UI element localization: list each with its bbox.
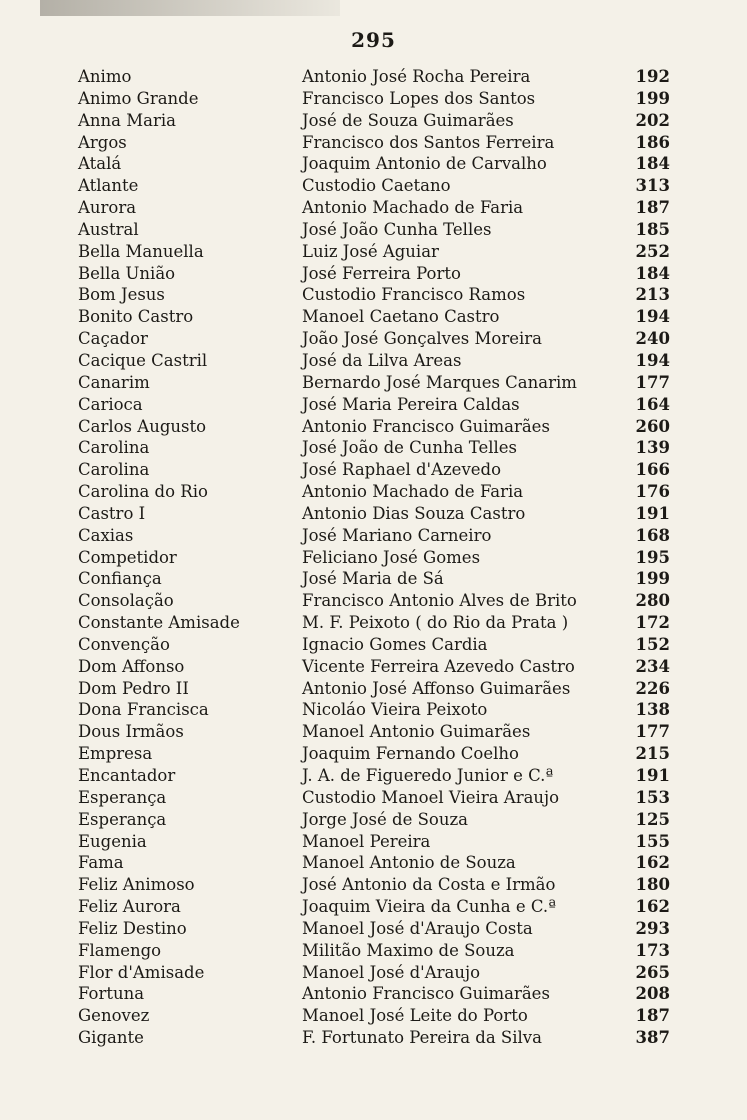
owner-name: M. F. Peixoto ( do Rio da Prata ) (302, 613, 569, 633)
ledger-row (0, 284, 747, 306)
owner-name: Custodio Francisco Ramos (302, 285, 526, 305)
ship-name: Feliz Destino (78, 918, 187, 938)
ledger-row (0, 241, 747, 263)
ship-name: Carlos Augusto (78, 416, 207, 436)
owner-name: Bernardo José Marques Canarim (302, 372, 577, 392)
tonnage-number: 176 (635, 482, 670, 502)
owner-name: Manoel José Leite do Porto (302, 1006, 528, 1026)
tonnage-number: 194 (635, 307, 670, 327)
tonnage-number: 313 (635, 176, 670, 196)
ship-name: Canarim (78, 372, 150, 392)
tonnage-number: 166 (635, 460, 670, 480)
tonnage-number: 180 (635, 875, 670, 895)
ledger-row (0, 765, 747, 787)
ship-name: Bella Manuella (78, 241, 204, 261)
owner-name: José Ferreira Porto (302, 263, 461, 283)
ledger-row (0, 306, 747, 328)
owner-name: Antonio Machado de Faria (302, 482, 524, 502)
ledger-row (0, 962, 747, 984)
ledger-row (0, 918, 747, 940)
ledger-row (0, 437, 747, 459)
page-number: 295 (351, 28, 396, 52)
tonnage-number: 234 (635, 656, 670, 676)
tonnage-number: 208 (635, 984, 670, 1004)
ship-name: Eugenia (78, 831, 147, 851)
tonnage-number: 173 (635, 940, 670, 960)
ledger-row (0, 481, 747, 503)
ledger-row (0, 394, 747, 416)
owner-name: Jorge José de Souza (302, 809, 468, 829)
ship-name: Fama (78, 853, 124, 873)
tonnage-number: 191 (635, 503, 670, 523)
ledger-row (0, 459, 747, 481)
owner-name: José João de Cunha Telles (302, 438, 518, 458)
owner-name: Custodio Caetano (302, 176, 451, 196)
ship-name: Fortuna (78, 984, 145, 1004)
ledger-row (0, 699, 747, 721)
owner-name: Manoel Antonio de Souza (302, 853, 516, 873)
ship-name: Empresa (78, 744, 153, 764)
ship-name: Carioca (78, 394, 143, 414)
tonnage-number: 162 (635, 853, 670, 873)
tonnage-number: 265 (635, 962, 670, 982)
ship-name: Aurora (78, 198, 137, 218)
owner-name: João José Gonçalves Moreira (302, 329, 542, 349)
owner-name: José João Cunha Telles (302, 219, 492, 239)
ship-name: Convenção (78, 634, 170, 654)
tonnage-number: 293 (635, 918, 670, 938)
ledger-row (0, 1005, 747, 1027)
ledger-row (0, 787, 747, 809)
ship-name: Flamengo (78, 940, 162, 960)
owner-name: José Raphael d'Azevedo (302, 460, 502, 480)
ship-name: Austral (78, 219, 139, 239)
ship-name: Encantador (78, 766, 176, 785)
tonnage-number: 226 (635, 678, 670, 698)
ledger-row (0, 66, 747, 88)
ledger-row (0, 503, 747, 525)
ship-name: Carolina (78, 460, 150, 480)
ship-name: Bonito Castro (78, 307, 194, 327)
owner-name: Manoel Pereira (302, 831, 431, 851)
owner-name: Manoel José d'Araujo Costa (302, 918, 533, 938)
tonnage-number: 194 (635, 350, 670, 370)
tonnage-number: 195 (635, 547, 670, 567)
tonnage-number: 168 (635, 525, 670, 545)
ship-name: Caçador (78, 329, 148, 349)
ledger-row (0, 110, 747, 132)
ledger-row (0, 940, 747, 962)
ship-name: Castro I (78, 503, 146, 523)
tonnage-number: 185 (635, 219, 670, 239)
owner-name: Antonio Francisco Guimarães (302, 984, 550, 1004)
tonnage-number: 252 (635, 241, 670, 261)
owner-name: José Maria de Sá (302, 569, 444, 589)
ledger-row (0, 372, 747, 394)
tonnage-number: 187 (635, 1006, 670, 1026)
owner-name: Manoel Caetano Castro (302, 307, 500, 327)
ledger-row (0, 350, 747, 372)
owner-name: Francisco Antonio Alves de Brito (302, 591, 577, 611)
owner-name: Antonio Francisco Guimarães (302, 416, 550, 436)
tonnage-number: 260 (635, 416, 670, 436)
ledger-row (0, 197, 747, 219)
tonnage-number: 152 (635, 634, 670, 654)
owner-name: Francisco Lopes dos Santos (302, 88, 536, 108)
ledger-row (0, 896, 747, 918)
tonnage-number: 155 (635, 831, 670, 851)
owner-name: Manoel José d'Araujo (302, 962, 481, 982)
ship-name: Esperança (78, 787, 167, 807)
owner-name: Luiz José Aguiar (302, 241, 439, 261)
owner-name: Joaquim Vieira da Cunha e C.ª (302, 897, 557, 917)
tonnage-number: 213 (635, 285, 670, 305)
ship-name: Dous Irmãos (78, 722, 184, 742)
owner-name: Ignacio Gomes Cardia (302, 634, 488, 654)
tonnage-number: 191 (635, 766, 670, 785)
tonnage-number: 202 (635, 110, 670, 130)
tonnage-number: 184 (635, 263, 670, 283)
ship-name: Carolina do Rio (78, 482, 208, 502)
tonnage-number: 387 (635, 1028, 670, 1048)
ledger-row (0, 219, 747, 241)
owner-name: Antonio Machado de Faria (302, 198, 524, 218)
ship-name: Genovez (78, 1006, 150, 1026)
ship-name: Flor d'Amisade (78, 962, 205, 982)
ledger-row (0, 634, 747, 656)
owner-name: Manoel Antonio Guimarães (302, 722, 531, 742)
owner-name: José Antonio da Costa e Irmão (302, 875, 556, 895)
ledger-row (0, 983, 747, 1005)
tonnage-number: 162 (635, 897, 670, 917)
tonnage-number: 138 (635, 700, 670, 720)
ship-name: Gigante (78, 1028, 144, 1048)
tonnage-number: 199 (635, 569, 670, 589)
owner-name: Feliciano José Gomes (302, 547, 481, 567)
owner-name: José da Lilva Areas (302, 350, 462, 370)
owner-name: Joaquim Fernando Coelho (302, 744, 519, 764)
ship-name: Animo (78, 67, 132, 86)
ship-name: Competidor (78, 547, 177, 567)
ledger-row (0, 568, 747, 590)
owner-name: Antonio Dias Souza Castro (302, 503, 526, 523)
tonnage-number: 240 (635, 329, 670, 349)
ledger-row (0, 525, 747, 547)
owner-name: Antonio José Rocha Pereira (302, 67, 531, 86)
owner-name: F. Fortunato Pereira da Silva (302, 1028, 542, 1048)
ship-name: Confiança (78, 569, 162, 589)
tonnage-number: 186 (635, 132, 670, 152)
owner-name: Militão Maximo de Souza (302, 940, 515, 960)
ledger-row (0, 831, 747, 853)
ship-name: Atalá (78, 154, 122, 174)
ledger-row (0, 874, 747, 896)
ledger-row (0, 328, 747, 350)
tonnage-number: 125 (635, 809, 670, 829)
ship-name: Argos (78, 132, 127, 152)
ship-name: Feliz Aurora (78, 897, 181, 917)
ledger-row (0, 1027, 747, 1049)
tonnage-number: 153 (635, 787, 670, 807)
ledger-row (0, 852, 747, 874)
owner-name: Vicente Ferreira Azevedo Castro (302, 656, 575, 676)
owner-name: José Maria Pereira Caldas (302, 394, 520, 414)
ledger-row (0, 547, 747, 569)
ship-name: Bom Jesus (78, 285, 165, 305)
owner-name: Francisco dos Santos Ferreira (302, 132, 555, 152)
tonnage-number: 177 (635, 372, 670, 392)
tonnage-number: 280 (635, 591, 670, 611)
ledger-row (0, 678, 747, 700)
tonnage-number: 184 (635, 154, 670, 174)
ship-name: Constante Amisade (78, 613, 240, 633)
tonnage-number: 199 (635, 88, 670, 108)
owner-name: José de Souza Guimarães (302, 110, 514, 130)
ship-name: Dona Francisca (78, 700, 209, 720)
ship-name: Consolação (78, 591, 174, 611)
ship-owner-ledger (0, 66, 747, 1049)
tonnage-number: 215 (635, 744, 670, 764)
ledger-row (0, 88, 747, 110)
tonnage-number: 139 (635, 438, 670, 458)
ledger-row (0, 721, 747, 743)
ship-name: Animo Grande (78, 88, 199, 108)
ledger-row (0, 590, 747, 612)
ledger-row (0, 153, 747, 175)
tonnage-number: 192 (635, 67, 670, 86)
ledger-row (0, 263, 747, 285)
tonnage-number: 177 (635, 722, 670, 742)
ship-name: Feliz Animoso (78, 875, 195, 895)
ledger-row (0, 175, 747, 197)
ship-name: Anna Maria (78, 110, 176, 130)
ship-name: Carolina (78, 438, 150, 458)
ship-name: Atlante (78, 176, 139, 196)
tonnage-number: 172 (635, 613, 670, 633)
owner-name: Antonio José Affonso Guimarães (302, 678, 571, 698)
ledger-row (0, 612, 747, 634)
ship-name: Caxias (78, 525, 134, 545)
ledger-row (0, 132, 747, 154)
ship-name: Dom Pedro II (78, 678, 189, 698)
tonnage-number: 187 (635, 198, 670, 218)
ledger-row (0, 656, 747, 678)
ship-name: Esperança (78, 809, 167, 829)
ship-name: Bella União (78, 263, 176, 283)
owner-name: Joaquim Antonio de Carvalho (302, 154, 547, 174)
ship-name: Cacique Castril (78, 350, 208, 370)
ledger-row (0, 743, 747, 765)
owner-name: José Mariano Carneiro (302, 525, 492, 545)
owner-name: Nicoláo Vieira Peixoto (302, 700, 488, 720)
ledger-row (0, 809, 747, 831)
ship-name: Dom Affonso (78, 656, 185, 676)
ledger-row (0, 416, 747, 438)
owner-name: Custodio Manoel Vieira Araujo (302, 787, 560, 807)
owner-name: J. A. de Figueredo Junior e C.ª (302, 766, 554, 785)
page-stain (40, 0, 340, 16)
tonnage-number: 164 (635, 394, 670, 414)
